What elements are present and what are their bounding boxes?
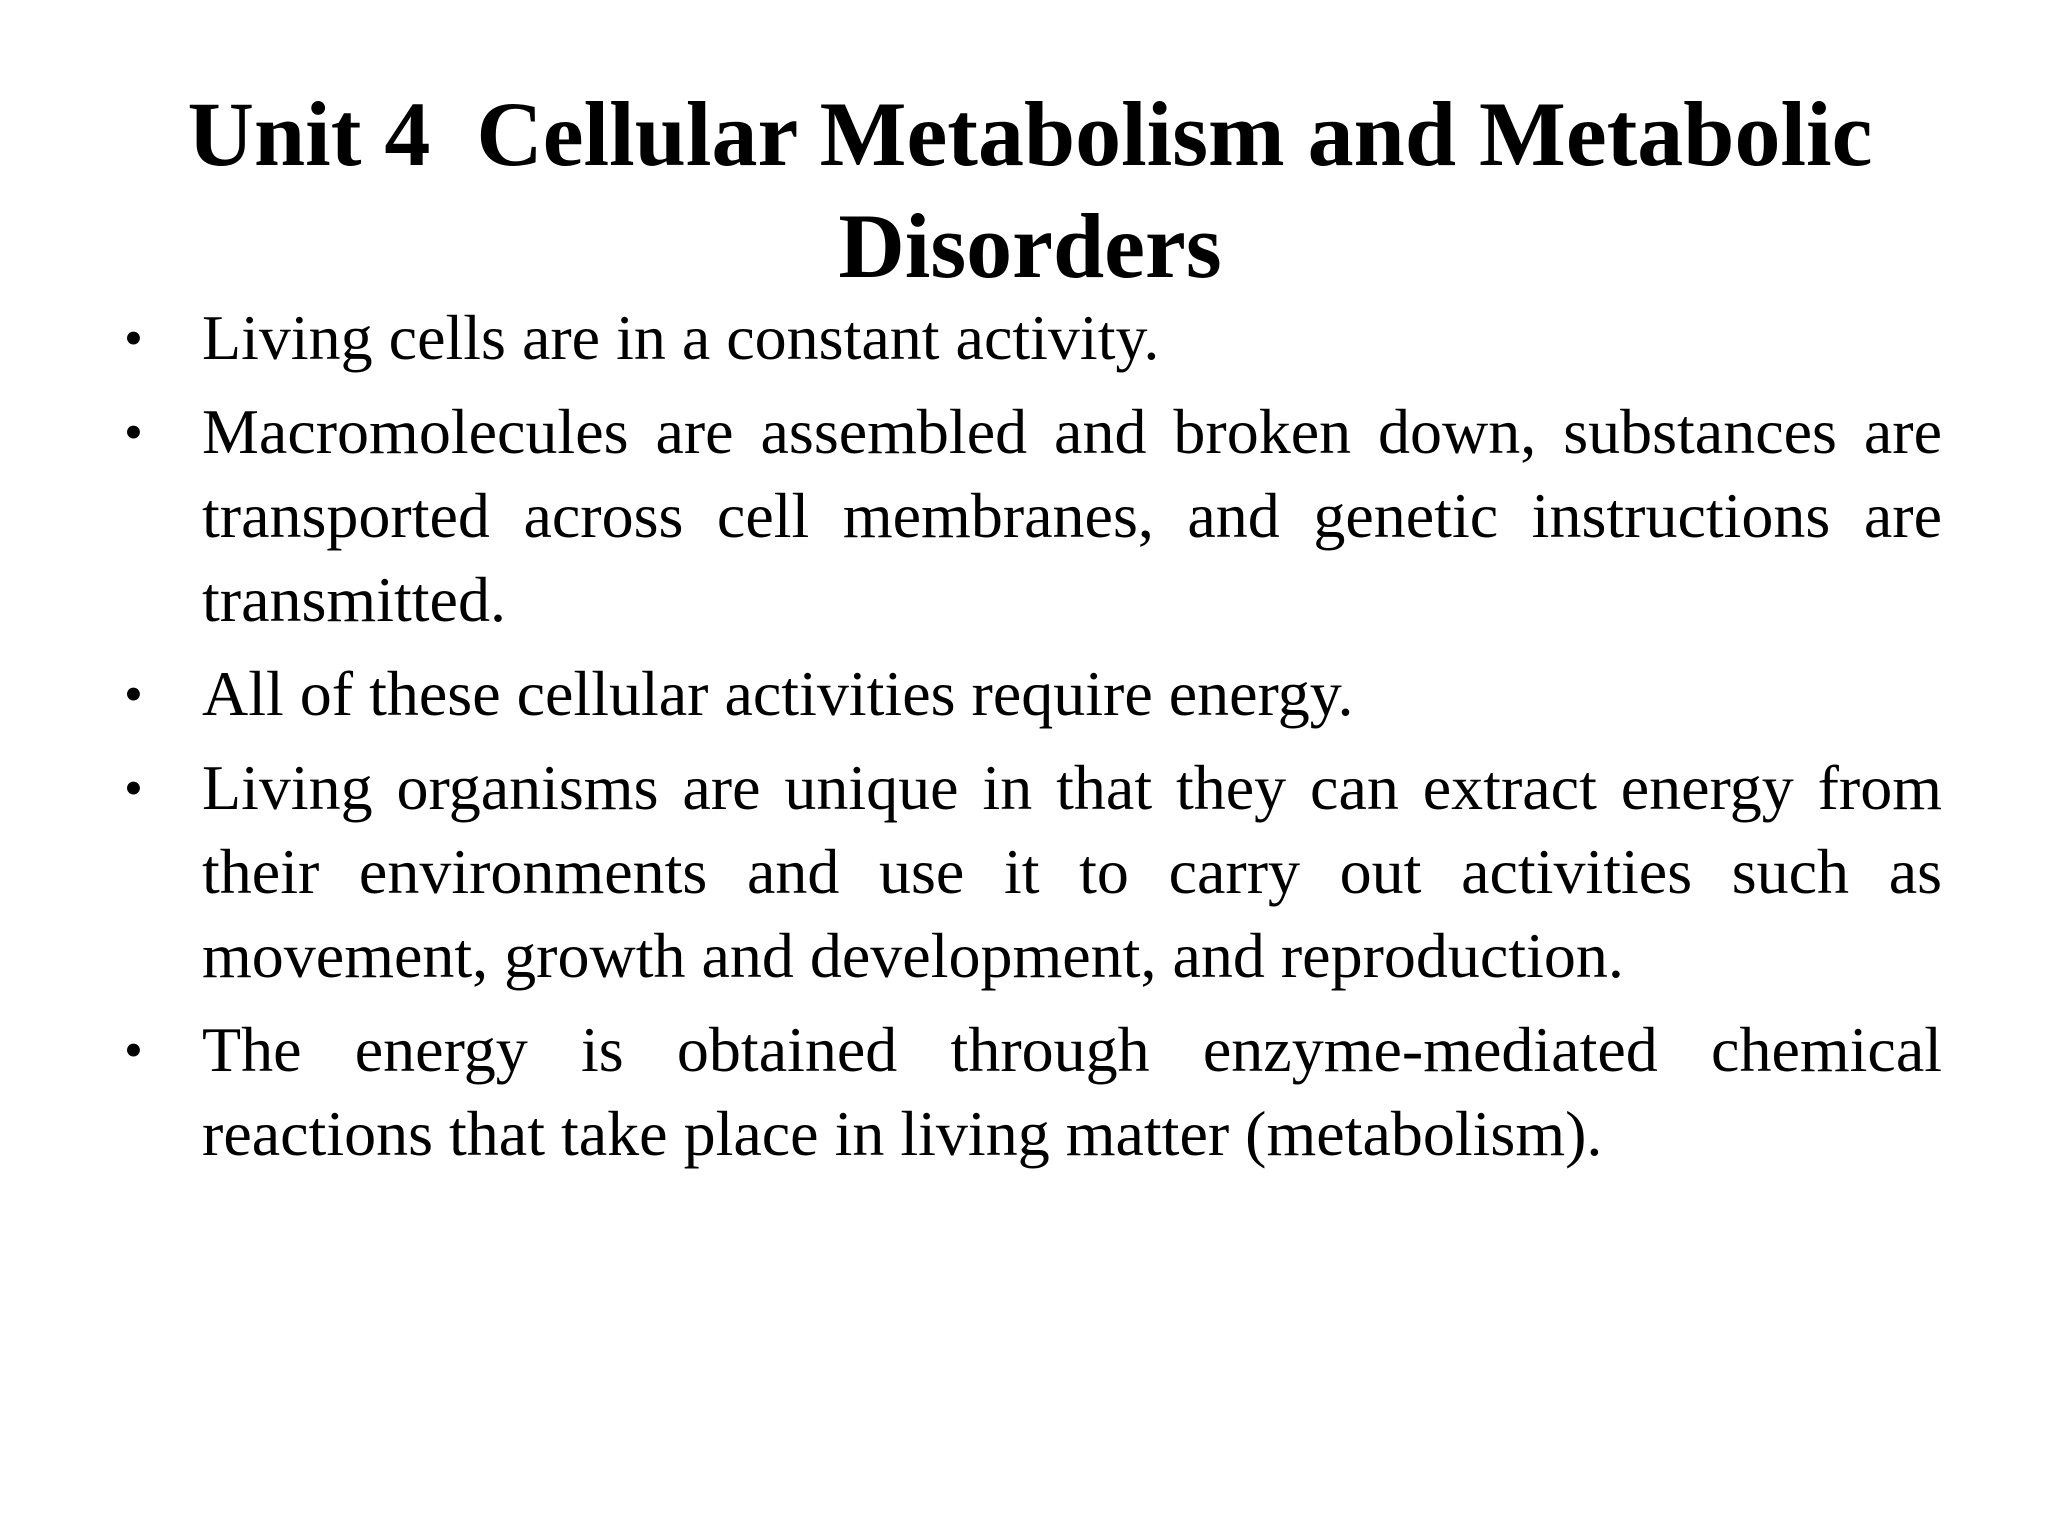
bullet-text: Living cells are in a constant activity. <box>202 302 1160 373</box>
bullet-icon: • <box>124 1020 143 1080</box>
bullet-item-4 <box>120 746 1942 998</box>
bullet-text: Living organisms are unique in that they can extract energy from their environments and use it to carry out activities such as movement, growth and development, and reproduction. <box>202 752 1942 991</box>
bullet-list <box>120 296 1942 1186</box>
bullet-item-3 <box>120 652 1942 736</box>
bullet-text: Macromolecules are assembled and broken down, substances are transported across cell membranes, and genetic instructions are transmitted. <box>202 396 1942 635</box>
bullet-icon: • <box>124 402 143 462</box>
bullet-icon: • <box>124 308 143 368</box>
slide-title: Unit 4 Cellular Metabolism and Metabolic Disorders <box>187 83 1896 297</box>
bullet-item-1 <box>120 296 1942 380</box>
bullet-text: The energy is obtained through enzyme-mediated chemical reactions that take place in living matter (metabolism). <box>202 1014 1942 1169</box>
bullet-icon: • <box>124 758 143 818</box>
bullet-icon: • <box>124 664 143 724</box>
bullet-item-5 <box>120 1008 1942 1176</box>
bullet-item-2 <box>120 390 1942 642</box>
bullet-text: All of these cellular activities require energy. <box>202 658 1354 729</box>
